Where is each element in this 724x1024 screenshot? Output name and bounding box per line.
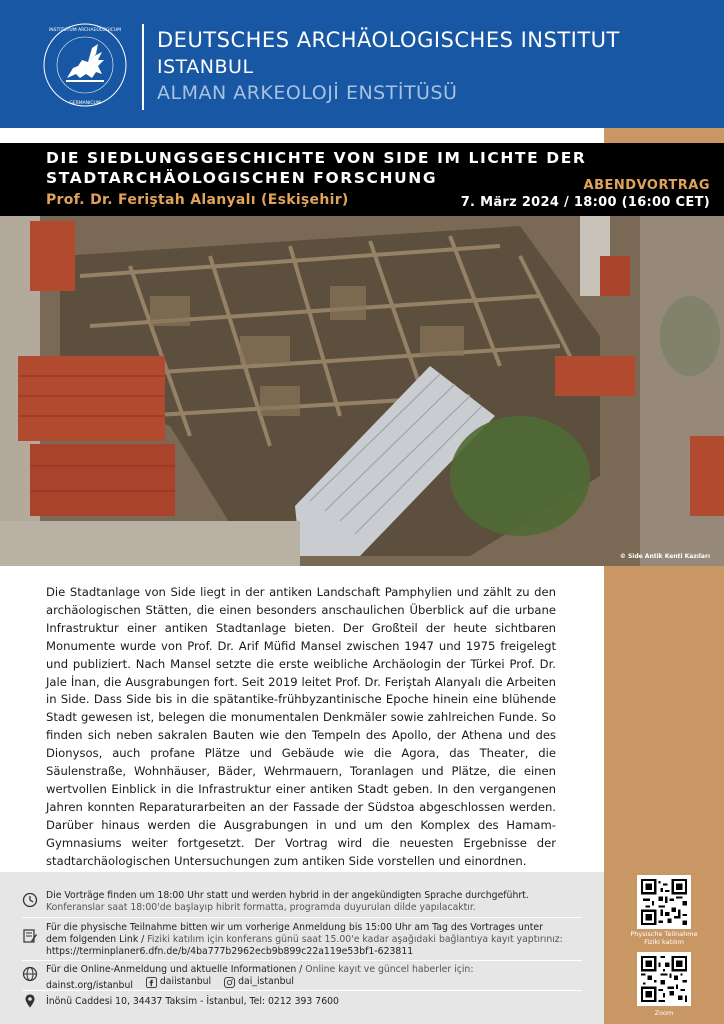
instagram-link[interactable]: dai_istanbul [224,976,294,988]
registration-link[interactable]: https://terminplaner6.dfn.de/b/4ba777b2962ecb9b899c22a119e53bf1-623811 [46,946,414,957]
qr-label-zoom: Zoom [654,1009,674,1017]
info-divider [22,990,582,991]
event-type: ABENDVORTRAG [583,178,710,193]
signup-form-icon [22,928,38,944]
institute-name-tr: ALMAN ARKEOLOJİ ENSTİTÜSÜ [157,82,458,104]
header-divider [142,24,144,110]
svg-text:GERMANICUM: GERMANICUM [69,101,101,106]
qr-label-physical: Physische Teilnahme Fiziki katılım [630,930,698,946]
dai-logo [42,22,128,108]
qr-code-zoom[interactable] [637,952,691,1006]
aerial-photo [0,216,724,566]
institute-name-de: DEUTSCHES ARCHÄOLOGISCHES INSTITUT [157,28,620,52]
spacer [0,128,604,143]
photo-credit: © Side Antik Kenti Kazıları [619,553,710,560]
qr-code-physical[interactable] [637,875,691,929]
globe-icon [22,966,38,982]
qr-pattern [641,956,687,1002]
info-register-tr: Fiziki katılım için konferans günü saat 15.00'e kadar aşağıdaki bağlantıya kayıt yaptırınız: [147,934,563,945]
info-time-de: Die Vorträge finden um 18:00 Uhr statt und werden hybrid in der angekündigten Sprache durchgeführt. [46,890,529,901]
speaker-name: Prof. Dr. Feriştah Alanyalı (Eskişehir) [46,192,349,208]
info-divider [22,917,582,918]
institute-city: ISTANBUL [157,56,254,78]
info-time [46,890,566,914]
location-pin-icon [22,993,38,1009]
info-registration [46,922,566,958]
info-time-tr: Konferanslar saat 18:00'de başlayıp hibrit formatta, programda duyurulan dilde yapılacaktır. [46,902,476,913]
info-online-tr: Online kayıt ve güncel haberler için: [305,964,474,975]
lecture-description: Die Stadtanlage von Side liegt in der antiken Landschaft Pamphylien und zählt zu den archäologischen Stätten, die einen besonders anschaulichen Überblick auf die urbane Infrastruktur einer antiken Stadtanlage bieten. Der Großteil der heute sichtbaren Monumente wurde von Prof. Dr. Arif Müfid Mansel zwischen 1947 und 1975 freigelegt und publiziert. Nach Mansel setzte die erste weibliche Archäologin der Türkei Prof. Dr. Jale İnan, die Ausgrabungen fort. Seit 2019 leitet Prof. Dr. Feriştah Alanyalı die Arbeiten in Side. Dass Side bis in die spätantike-frühbyzantinische Epoche hinein eine blühende Stadt gewesen ist, belegen die monumentalen Denkmäler sowie zahlreichen Funde. So finden sich neben sakralen Bauten wie den Tempeln des Apollo, der Athena und des Dionysos, auch profane Plätze und Gebäude wie die Agora, das Theater, die Säulenstraße, Wohnhäuser, Bäder, Wehrmauern, Toranlagen und Plätze, die einen wertvollen Einblick in die Infrastruktur einer antiken Stadt geben. In den vergangenen Jahren konnten Reparaturarbeiten an der Fassade der Südstoa abgeschlossen werden. Darüber hinaus werden die Ausgrabungen in und um den Komplex des Hamam-Gymnasiums weiter fortgesetzt. Der Vortrag wird die neuesten Ergebnisse der stadtarchäologischen Untersuchungen zum antiken Side vorstellen und einordnen. [46,585,556,868]
info-online [46,964,566,992]
address: İnönü Caddesi 10, 34437 Taksim - İstanbul, Tel: 0212 393 7600 [46,996,339,1007]
lecture-title: DIE SIEDLUNGSGESCHICHTE VON SIDE IM LICHTE DER STADTARCHÄOLOGISCHEN FORSCHUNG [46,149,587,187]
info-divider [22,960,582,961]
qr-pattern [641,879,687,925]
website-link[interactable]: dainst.org/istanbul [46,979,133,991]
instagram-icon [224,977,235,988]
info-register-de: Für die physische Teilnahme bitten wir um vorherige Anmeldung bis 15:00 Uhr am Tag des Vortrages unter dem folgenden Link / [46,922,543,945]
info-online-de: Für die Online-Anmeldung und aktuelle Informationen / [46,964,303,975]
clock-icon [22,892,38,908]
svg-text:INSTITUTUM ARCHAEOLOGICUM: INSTITUTUM ARCHAEOLOGICUM [48,28,122,33]
facebook-icon [146,977,157,988]
facebook-link[interactable]: daiistanbul [146,976,211,988]
event-date: 7. März 2024 / 18:00 (16:00 CET) [460,195,710,210]
header-banner [0,0,724,128]
